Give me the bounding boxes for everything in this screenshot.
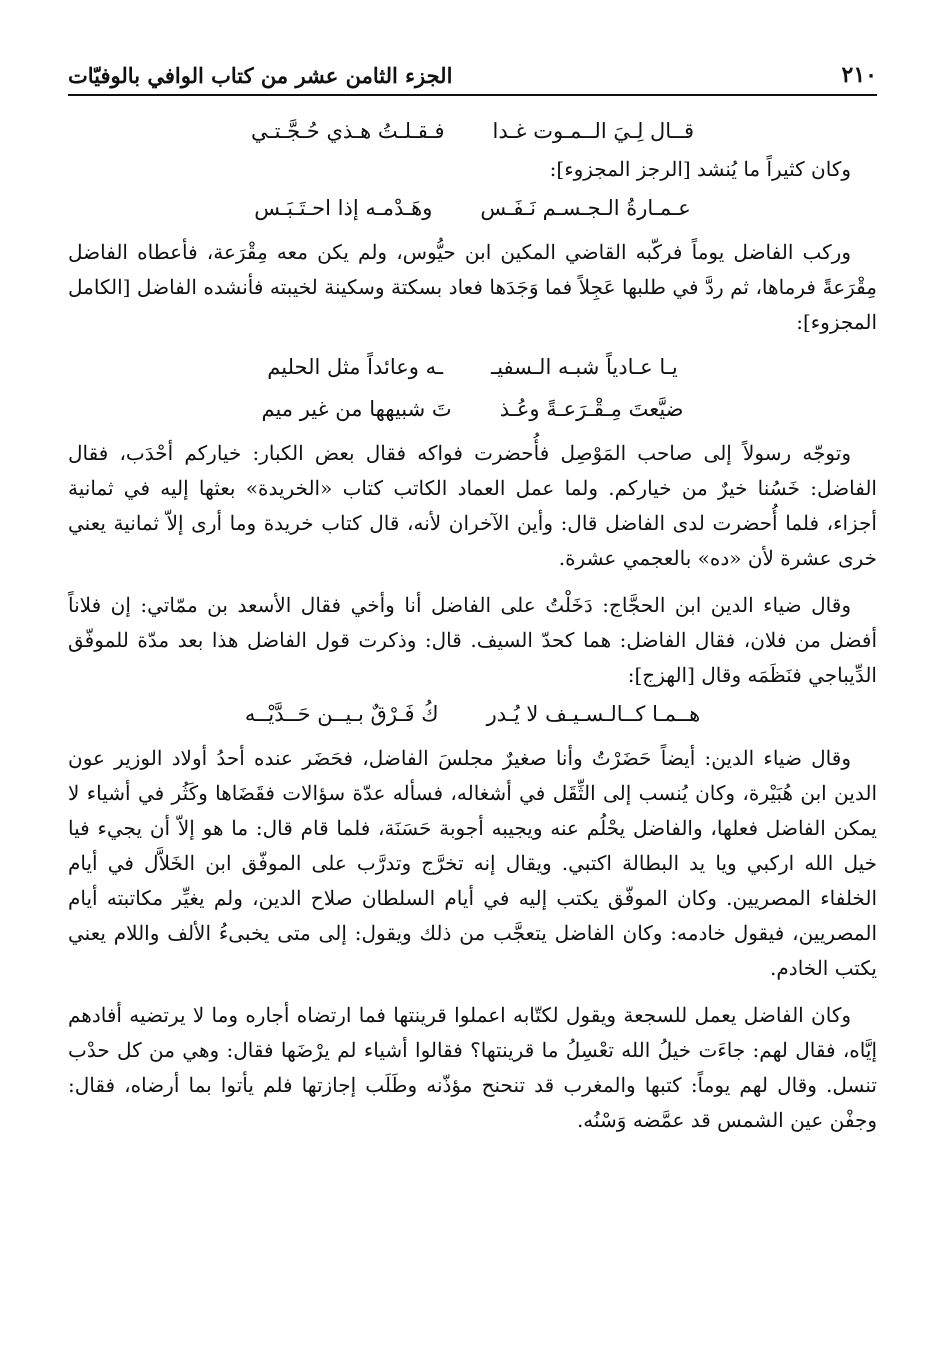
verse-hemistich-right: قــال لِـيَ الــمـوت غـدا — [492, 119, 695, 143]
verse-hemistich-right: هــمـا كــالـسـيـف لا يُـدر — [486, 702, 701, 726]
verse-hemistich-left: تَ شبيهها من غير ميم — [261, 397, 452, 421]
verse-hemistich-right: عـمـارةُ الـجـسـم نَـفَـس — [480, 196, 691, 220]
paragraph: وقال ضياء الدين ابن الحجَّاج: دَخَلْتُ على الفاضل أنا وأخي فقال الأسعد بن ممّاتي: إن فلاناً أفضل من فلان، فقال الفاضل: هما كحدّ السيف. قال: وذكرت قول الفاضل هذا بعد مدّة للموفّق الدِّيباجي فنَظَمَه وقال [الهزج]: — [68, 593, 877, 687]
paragraph: وكان الفاضل يعمل للسجعة ويقول لكتّابه اعملوا قرينتها فما ارتضاه أجاره وما لا يرتضيه أفادهم إيَّاه، فقال لهم: جاءَت خيلُ الله تعْسِلُ ما قرينتها؟ فقالوا أشياء لم يرْضَها فقال: وهي من كل حدْب تنسل. وقال لهم يوماً: كتبها والمغرب قد تنحنح مؤذّنه وطَلَب إجازتها فلم يأتوا بما أرضاه، فقال: وجفْن عين الشمس قد عمَّضه وَسْنُه. — [68, 1003, 877, 1132]
verse-hemistich-right: ضيَّعتَ مِـقْـرَعـةً وعُـذ — [499, 397, 684, 421]
verse-hemistich-left: ـه وعائداً مثل الحليم — [267, 355, 444, 379]
paragraph: وتوجّه رسولاً إلى صاحب المَوْصِل فأُحضرت فواكه فقال بعض الكبار: خياركم أحْدَب، فقال الفاضل: خَسُنا خيرٌ من خياركم. ولما عمل العماد الكاتب كتاب «الخريدة» بعثها إليه في ثمانية أجزاء، فلما أُحضرت لدى الفاضل قال: وأين الآخران لأنه، قال كتاب خريدة وما أرى إلاّ ثمانية يعني خرى عشرة لأن «ده» بالعجمي عشرة. — [68, 441, 877, 570]
page-body — [68, 110, 877, 1138]
verse-line — [68, 110, 877, 152]
paragraph: وكان كثيراً ما يُنشد [الرجز المجزوء]: — [549, 157, 851, 181]
verse-line — [68, 693, 877, 735]
paragraph: وقال ضياء الدين: أيضاً حَضَرْتُ وأنا صغيرٌ مجلسَ الفاضل، فحَضَر عنده أحدُ أولاد الوزير عون الدين ابن هُبَيْرة، وكان يُنسب إلى الثِّقَل في أشغاله، فسأله عدّة سؤالات فقَضَاها وكَثُر في أشياء لا يمكن الفاضل فعلها، والفاضل يحْلُم عنه ويجيبه أجوبة حَسَنَة، فلما قام قال: ما هو إلاّ أن يجيء فيا خيل الله اركبي ويا يد البطالة اكتبي. ويقال إنه تخرَّج وتدرَّب على الموفّق ابن الخَلاَّل في أيام الخلفاء المصريين. وكان الموفّق يكتب إليه في أيام السلطان صلاح الدين، ولم يغيِّر مكاتبته أيام المصريين، فيقول خادمه: وكان الفاضل يتعجَّب من ذلك ويقول: إلى متى يخبىءُ الألف واللام يعني يكتب الخادم. — [68, 746, 877, 980]
verse-line — [68, 346, 877, 388]
verse-hemistich-left: كُ فَـرْقٌ بـيــن حَــدَّيْــه — [244, 702, 439, 726]
page-header — [68, 48, 877, 88]
verse-hemistich-left: وهَـدْمـه إذا احـتَـبَـس — [254, 196, 433, 220]
paragraph: وركب الفاضل يوماً فركّبه القاضي المكين ابن حيُّوس، ولم يكن معه مِقْرَعة، فأعطاه الفاضل مِقْرَعةً فرماها، ثم ردَّ في طلبها عَجِلاً فما وَجَدَها فعاد بسكتة وسكينة لخيبته فأنشده الفاضل [الكامل المجزوء]: — [68, 240, 877, 334]
verse-line — [68, 187, 877, 229]
verse-hemistich-right: يـا عـادياً شبـه الـسفيـ — [491, 355, 678, 379]
header-rule — [68, 94, 877, 96]
running-title: الجزء الثامن عشر من كتاب الوافي بالوفيّات — [68, 63, 453, 88]
verse-line — [68, 388, 877, 430]
verse-hemistich-left: فـقـلـتُ هـذي حُـجَّـتـي — [250, 119, 445, 143]
page-number: ٢١٠ — [841, 62, 877, 88]
